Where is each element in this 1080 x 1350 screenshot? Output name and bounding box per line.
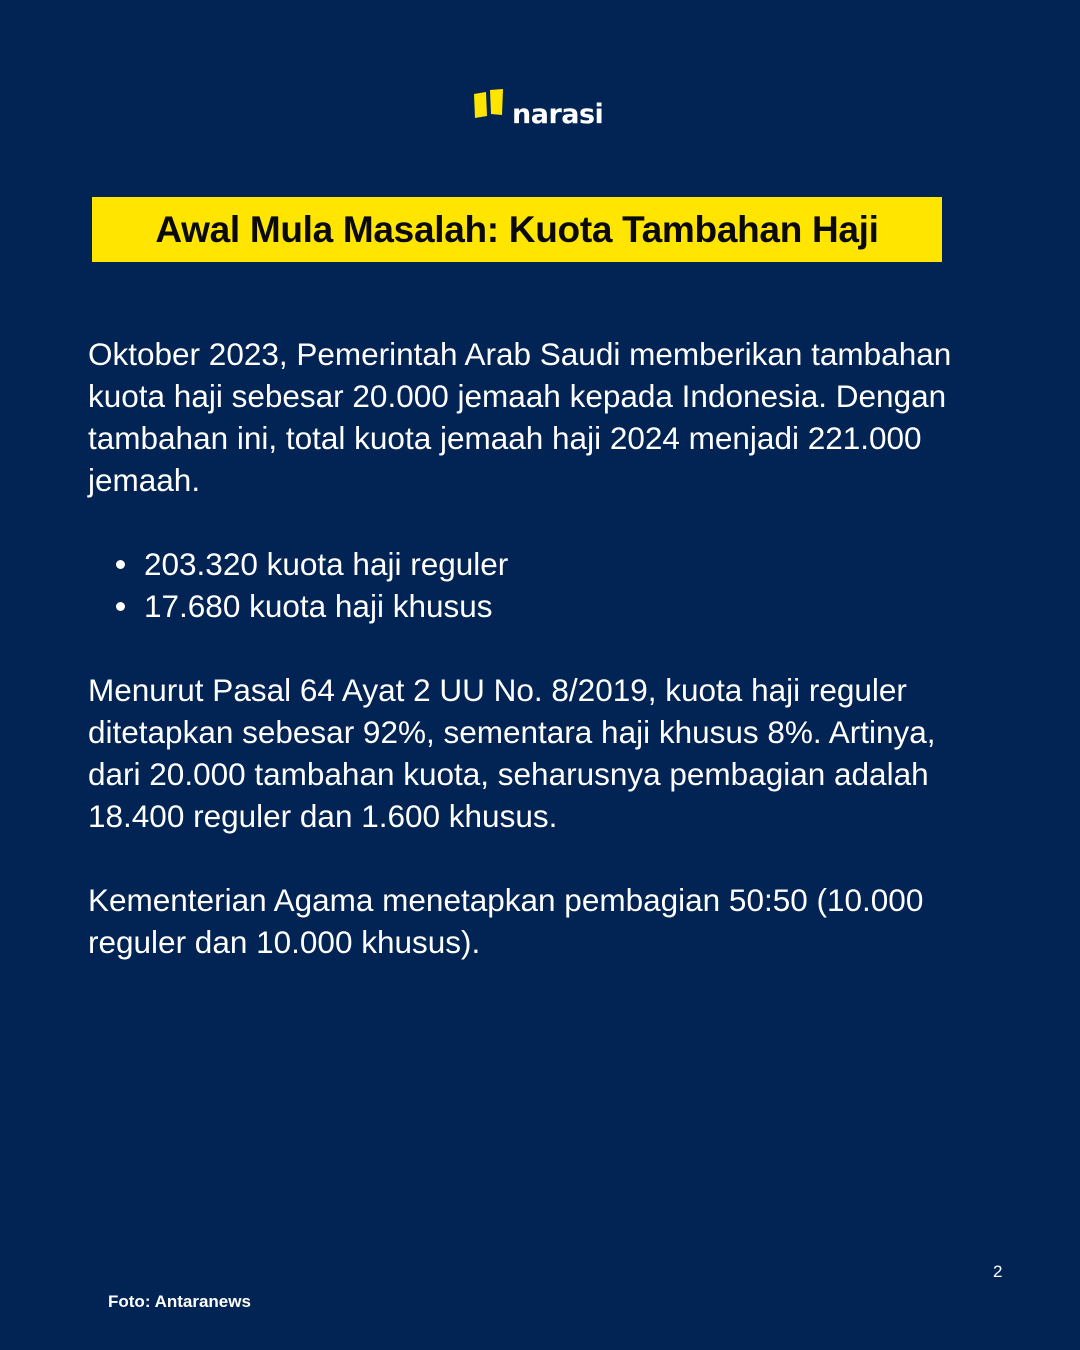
brand-logo	[472, 86, 603, 130]
intro-paragraph: Oktober 2023, Pemerintah Arab Saudi memberikan tambahan kuota haji sebesar 20.000 jemaah kepada Indonesia. Dengan tambahan ini, total kuota jemaah haji 2024 menjadi 221.000 jemaah.	[88, 336, 952, 498]
bullet-icon	[116, 560, 125, 569]
quota-breakdown-list	[88, 543, 508, 627]
brand-name: narasi	[512, 99, 604, 130]
list-item-text: 203.320 kuota haji reguler	[144, 546, 509, 582]
list-item	[88, 585, 508, 627]
bullet-icon	[116, 602, 125, 611]
list-item-text: 17.680 kuota haji khusus	[144, 588, 493, 624]
list-item	[88, 543, 508, 585]
page-title: Awal Mula Masalah: Kuota Tambahan Haji	[155, 208, 879, 250]
ministry-paragraph: Kementerian Agama menetapkan pembagian 50:50 (10.000 reguler dan 10.000 khusus).	[88, 882, 924, 960]
narasi-logo-icon	[472, 88, 508, 122]
page-number: 2	[993, 1262, 1003, 1281]
photo-credit: Foto: Antaranews	[108, 1292, 251, 1311]
title-banner	[92, 197, 942, 262]
law-paragraph: Menurut Pasal 64 Ayat 2 UU No. 8/2019, kuota haji reguler ditetapkan sebesar 92%, sementara haji khusus 8%. Artinya, dari 20.000 tambahan kuota, seharusnya pembagian adalah 18.400 reguler dan 1.600 khusus.	[88, 672, 936, 834]
